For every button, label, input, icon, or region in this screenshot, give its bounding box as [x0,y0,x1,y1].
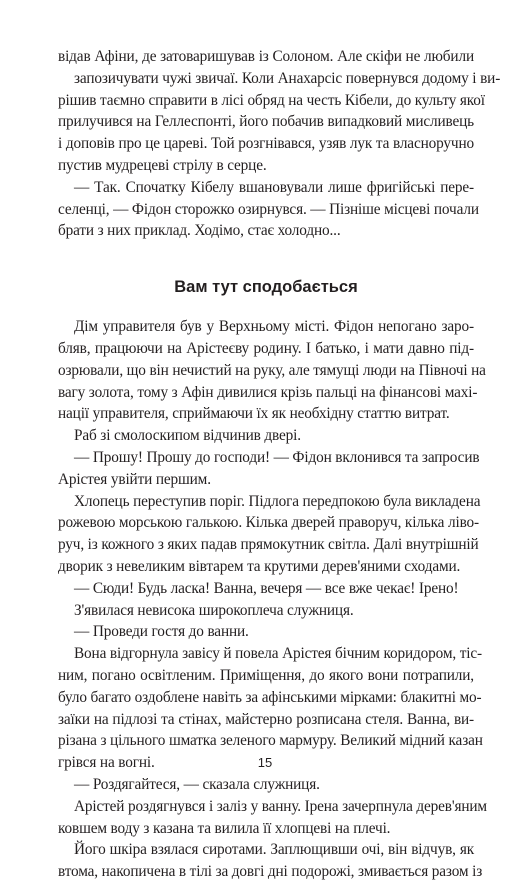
text-line: пустив мудрецеві стрілу в серце. [58,156,267,174]
text-line: і доповів про це цареві. Той розгнівався, узяв лук та власноручно [58,135,474,153]
section-title: Вам тут сподобається [174,278,358,297]
text-line: З'явилася невисока широкоплеча служниця. [74,601,354,619]
text-line: запозичувати чужі звичаї. Коли Анахарсіс повернувся додому і ви- [74,69,501,87]
intro-paragraphs [58,46,501,242]
text-line: дворик з невеликим вівтарем та крутими дерев'яними сходами. [58,557,461,575]
text-line: ковшем воду з казана та вилила її хлопцеві на плечі. [58,819,391,837]
text-line: руч, із кожного з яких падав прямокутник світла. Далі внутрішній [58,536,479,554]
text-line: грівся на вогні. [58,754,155,772]
text-line: озрювали, що він нечистий на руку, але тямущі люди на Півночі на [58,361,486,379]
text-line: прилучився на Геллеспонті, його побачив випадковий мисливець [58,113,474,131]
text-line: рожевою морською галькою. Кілька дверей праворуч, кілька ліво- [58,514,479,532]
text-line: було багато оздоблене навіть за афінськими мірками: блакитні мо- [58,688,482,706]
text-line: вагу золота, тому з Афін дивилися крізь пальці на фінансові махі- [58,383,478,401]
body-paragraphs [58,316,487,883]
text-line: — Так. Спочатку Кібелу вшановували лише фригійські пере- [74,178,474,196]
text-line: — Сюди! Будь ласка! Ванна, вечеря — все вже чекає! Ірено! [74,579,459,597]
text-line: заїки на підлозі та стінах, майстерно розписана стеля. Ванна, ви- [58,710,474,728]
text-line: Вона відгорнула завісу й повела Арістея бічним коридором, тіс- [74,645,482,663]
text-line: втома, накопичена в тілі за довгі дні подорожі, змивається разом із [58,863,483,881]
text-line: Дім управителя був у Верхньому місті. Фідон непогано заро- [74,318,474,336]
text-line: нації управителя, сприймаючи їх як необхідну статтю витрат. [58,405,450,423]
text-line: — Прошу! Прошу до господи! — Фідон вклонився та запросив [74,448,480,466]
text-line: Арістея увійти першим. [58,470,211,488]
text-line: Хлопець переступив поріг. Підлога передпокою була викладена [74,492,481,510]
text-line: Раб зі смолоскипом відчинив двері. [74,427,301,445]
page-number: 15 [257,755,273,770]
text-line: — Роздягайтеся, — сказала служниця. [74,775,320,793]
text-line: рішив таємно справити в лісі обряд на честь Кібели, до культу якої [58,91,485,109]
text-line: Арістей роздягнувся і заліз у ванну. Ірена зачерпнула дерев'яним [74,797,487,815]
text-line: відав Афіни, де затоваришував із Солоном. Але скіфи не любили [58,48,474,65]
text-line: бляв, працюючи на Арістеєву родину. І батько, і мати давно під- [58,339,474,357]
text-line: — Проведи гостя до ванни. [74,623,249,641]
text-line: селенці, — Фідон сторожко озирнувся. — Пізніше місцеві почали [58,200,479,218]
text-line: брати з них приклад. Ходімо, стає холодно... [58,222,341,240]
text-line: ним, погано освітленим. Приміщення, до якого вони потрапили, [58,666,474,684]
text-line: Його шкіра взялася сиротами. Заплющивши очі, він відчув, як [74,841,474,859]
text-line: різана з цільного шматка зеленого мармуру. Великий мідний казан [58,732,483,750]
